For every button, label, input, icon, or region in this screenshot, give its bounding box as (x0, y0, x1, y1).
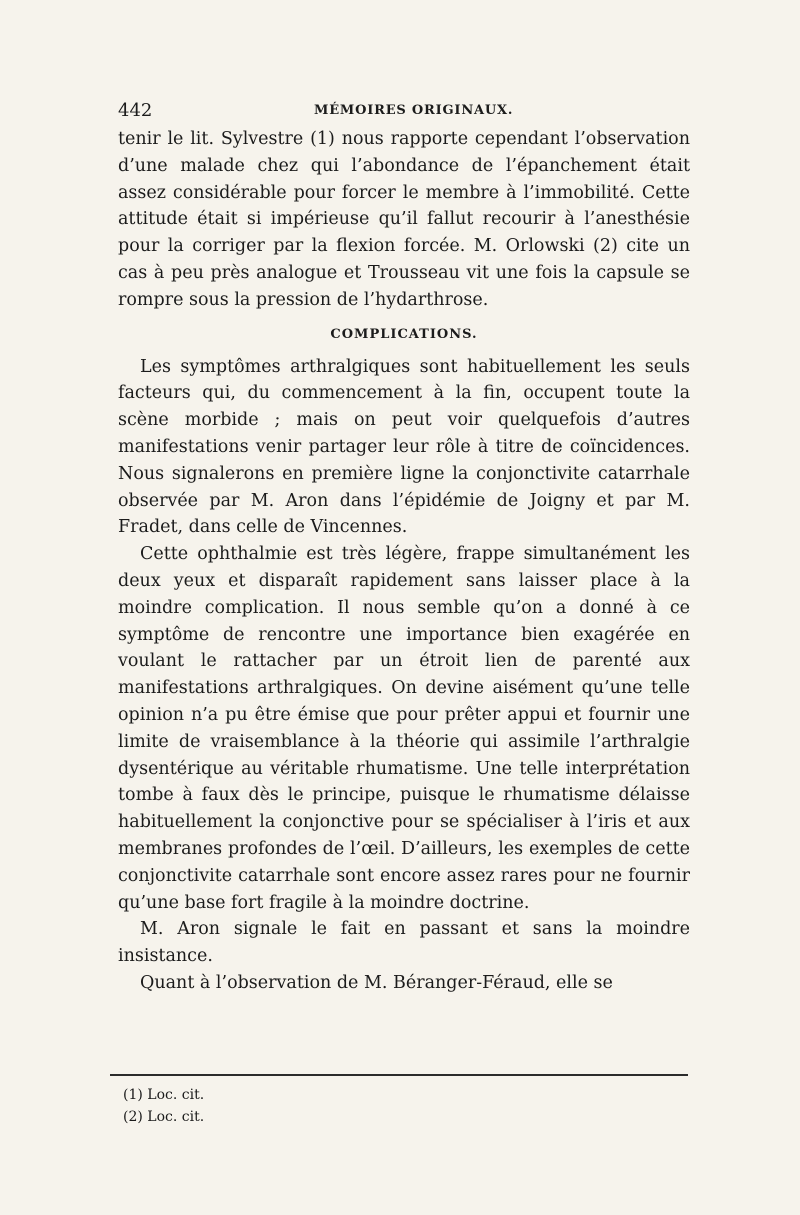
running-title: MÉMOIRES ORIGINAUX. (314, 103, 514, 118)
footnotes (123, 1084, 423, 1128)
paragraph-aron: M. Aron signale le fait en passant et sans la moindre insistance. (118, 919, 690, 967)
paragraph-continuation: tenir le lit. Sylvestre (1) nous rapporte cependant l’observation d’une malade chez qui l’abondance de l’épanchement était assez considérable pour forcer le membre à l’immobilité. Cette attitude était si impérieuse qu’il fallut recourir à l’anesthésie pour la corriger par la flexion forcée. M. Orlowski (2) cite un cas à peu près analogue et Trousseau vit une fois la capsule se rompre sous la pression de l’hydarthrose. (118, 129, 690, 310)
page-number: 442 (118, 100, 153, 121)
paragraph-ophthalmia: Cette ophthalmie est très légère, frappe simultanément les deux yeux et disparaît rapidement sans laisser place à la moindre complication. Il nous semble qu’on a donné à ce symptôme de rencontre une importance bien exagérée en voulant le rattacher par un étroit lien de parenté aux manifestations arthralgiques. On devine aisément qu’une telle opinion n’a pu être émise que pour prêter appui et fournir une limite de vraisemblance à la théorie qui assimile l’arthralgie dysentérique au véritable rhumatisme. Une telle interprétation tombe à faux dès le principe, puisque le rhumatisme délaisse habituellement la conjonctive pour se spécialiser à l’iris et aux membranes profondes de l’œil. D’ailleurs, les exemples de cette conjonctivite catarrhale sont encore assez rares pour ne fournir qu’une base fort fragile à la moindre doctrine. (118, 544, 690, 913)
page-header (118, 100, 688, 126)
footnote-separator (110, 1074, 688, 1076)
main-text (118, 126, 690, 997)
paragraph-beranger: Quant à l’observation de M. Béranger-Féraud, elle se (140, 972, 613, 993)
paragraph-symptoms: Les symptômes arthralgiques sont habituellement les seuls facteurs qui, du commencement à la fin, occupent toute la scène morbide ; mais on peut voir quelquefois d’autres manifestations venir partager leur rôle à titre de coïncidences. Nous signalerons en première ligne la conjonctivite catarrhale observée par M. Aron dans l’épidémie de Joigny et par M. Fradet, dans celle de Vincennes. (118, 356, 690, 538)
footnote-2: (2) Loc. cit. (123, 1109, 205, 1125)
section-heading-complications: COMPLICATIONS. (330, 326, 478, 342)
footnote-1: (1) Loc. cit. (123, 1087, 205, 1103)
